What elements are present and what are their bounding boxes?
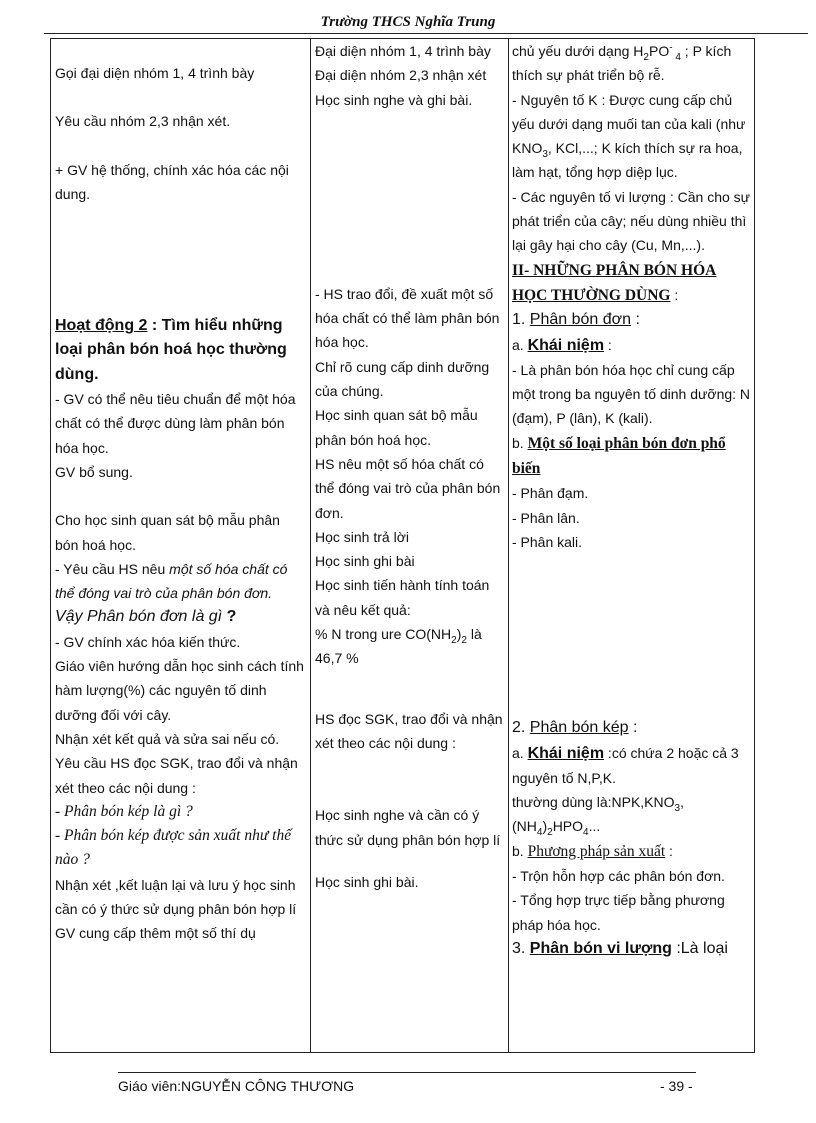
text-line: HS đọc SGK, trao đổi và nhận xét theo các nội dung : — [315, 710, 503, 751]
column-divider-2 — [508, 39, 509, 1052]
text-line: + GV hệ thống, chính xác hóa các nội dung. — [55, 161, 289, 202]
list-item: - Tổng hợp trực tiếp bằng phương pháp hóa học. — [512, 892, 725, 933]
text-line: - Nguyên tố K : Được cung cấp chủ yếu dưới dạng muối tan của kali (như $KNO_3$, KCl,...; K kích thích sự ra hoa, làm hạt, tổng hợp diệp lục. — [512, 91, 746, 181]
section-2-heading: II- NHỮNG PHÂN BÓN HÓA HỌC THƯỜNG DÙNG : — [512, 261, 717, 304]
teacher-activity-column — [55, 39, 305, 1052]
text-line: Học sinh tiến hành tính toán và nêu kết quả: — [315, 577, 490, 618]
formula-line: thường dùng $là:NPK,KNO_3$, — [512, 794, 684, 814]
text-line: - Yêu cầu HS nêu một số hóa chất có thể đóng vai trò của phân bón đơn. — [55, 560, 288, 602]
text-line: Yêu cầu nhóm 2,3 nhận xét. — [55, 113, 231, 130]
list-item: - Trộn hỗn hợp các phân bón đơn. — [512, 868, 725, 885]
text-line: chủ yếu dưới dạng $H_2PO^-$ $_4$ ; P kích thích sự phát triển bộ rễ. — [512, 42, 732, 84]
text-line: - Các nguyên tố vi lượng : Cần cho sự phát triển của cây; nếu dùng nhiều thì lại gây hại cho cây (Cu, Mn,...). — [512, 188, 751, 254]
text-line: - Phân bón kép được sản xuất như thế nào ? — [55, 827, 292, 869]
teacher-name: Giáo viên:NGUYỄN CÔNG THƯƠNG — [118, 1078, 355, 1094]
subsection-3-heading: 3. Phân bón vi lượng :Là loại — [512, 939, 728, 957]
text-line: - HS trao đổi, đề xuất một số hóa chất có thể làm phân bón hóa học. — [315, 285, 500, 351]
student-activity-column — [315, 39, 505, 1052]
text-line: Nhận xét ,kết luận lại và lưu ý học sinh cần có ý thức sử dụng phân bón hợp lí — [55, 876, 297, 918]
subsection-2b-heading: b. Phương pháp sản xuất : — [512, 842, 673, 860]
text-line: HS nêu một số hóa chất có thể đóng vai trò của phân bón đơn. — [315, 455, 501, 521]
text-line: Học sinh ghi bài — [315, 553, 415, 570]
subsection-1-heading: 1. Phân bón đơn : — [512, 311, 640, 329]
text-line: Nhận xét kết quả và sửa sai nếu có. — [55, 730, 280, 747]
text-line: GV cung cấp thêm một số thí dụ — [55, 925, 256, 942]
text-line: - Là phân bón hóa học chỉ cung cấp một trong ba nguyên tố dinh dưỡng: N (đạm), P (lân), K (kali). — [512, 361, 751, 427]
column-divider-1 — [310, 39, 311, 1052]
text-line: Chỉ rõ cung cấp dinh dưỡng của chúng. — [315, 358, 490, 400]
subsection-1b-heading: b. Một số loại phân bón đơn phổ biến — [512, 434, 726, 478]
formula-line: $(NH_4)_2HPO_4$... — [512, 818, 601, 839]
text-line: Học sinh nghe và ghi bài. — [315, 91, 473, 108]
list-item: - Phân đạm. — [512, 485, 589, 502]
lesson-table — [50, 38, 755, 1053]
list-item: - Phân kali. — [512, 533, 583, 550]
content-column — [512, 39, 752, 1052]
question-line: Vậy Phân bón đơn là gì ? — [55, 608, 237, 626]
footer-rule — [118, 1072, 696, 1073]
text-line: Học sinh trả lời — [315, 528, 409, 545]
formula-line: % N trong ure $CO(NH_2)_2$ là 46,7 % — [315, 626, 482, 667]
text-line: Giáo viên hướng dẫn học sinh cách tính hàm lượng(%) các nguyên tố dinh dưỡng đối với cây. — [55, 658, 304, 723]
text-line: Học sinh quan sát bộ mẫu phân bón hoá học. — [315, 407, 478, 448]
text-line: Học sinh nghe và cần có ý thức sử dụng phân bón hợp lí — [315, 807, 501, 848]
school-header: Trường THCS Nghĩa Trung — [320, 14, 496, 30]
text-line: Gọi đại diện nhóm 1, 4 trình bày — [55, 65, 255, 81]
text-line: GV bổ sung. — [55, 463, 133, 480]
subsection-2-heading: 2. Phân bón kép : — [512, 719, 638, 737]
text-line: - GV chính xác hóa kiến thức. — [55, 633, 241, 650]
subsection-2a-line: a. Khái niệm :có chứa 2 hoặc cả 3 nguyên tố N,P,K. — [512, 744, 739, 786]
page-number: - 39 - — [660, 1078, 693, 1094]
text-line: Học sinh ghi bài. — [315, 873, 419, 890]
list-item: - Phân lân. — [512, 509, 580, 526]
text-line: - Phân bón kép là gì ? — [55, 802, 193, 820]
text-line: Cho học sinh quan sát bộ mẫu phân bón hoá học. — [55, 512, 280, 553]
text-line: Yêu cầu HS đọc SGK, trao đổi và nhận xét theo các nội dung : — [55, 755, 298, 796]
subsection-1a-heading: a. Khái niệm : — [512, 336, 612, 354]
text-line: - GV có thể nêu tiêu chuẩn để một hóa chất có thể được dùng làm phân bón hóa học. — [55, 391, 296, 456]
activity-2-heading: Hoạt động 2 : Tìm hiểu những loại phân bón hoá học thường dùng. — [55, 317, 287, 383]
text-line: Đại diện nhóm 2,3 nhận xét — [315, 67, 487, 84]
header-rule — [44, 33, 808, 34]
text-line: Đại diện nhóm 1, 4 trình bày — [315, 43, 491, 59]
